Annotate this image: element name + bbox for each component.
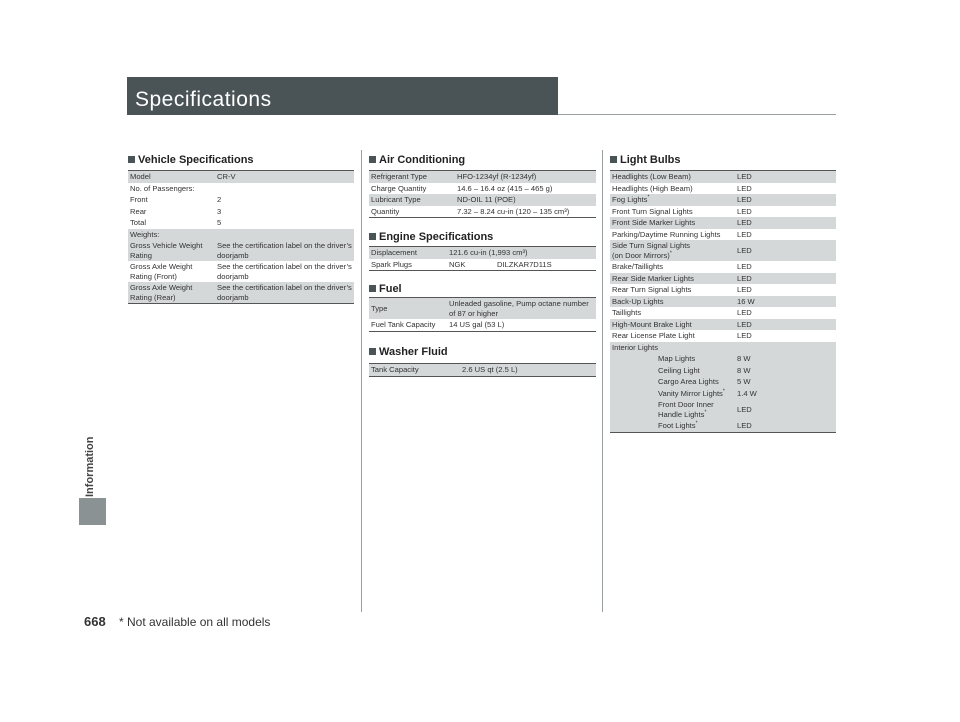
table-row: Back-Up Lights 16 W: [610, 296, 836, 308]
table-row: Charge Quantity 14.6 – 16.4 oz (415 – 465 g): [371, 183, 553, 193]
table-row: Spark Plugs NGK DILZKAR7D11S: [371, 259, 552, 269]
table-row: Rear Side Marker Lights LED: [610, 273, 836, 285]
table-row: Total 5: [130, 218, 222, 227]
table-row: Fog Lights* LED: [610, 194, 836, 206]
bullet-square-icon: [369, 348, 376, 355]
table-row: Quantity 7.32 – 8.24 cu-in (120 – 135 cm³): [371, 206, 570, 216]
table-row: Interior Lights: [610, 342, 836, 354]
table-row: Brake/Taillights LED: [612, 262, 752, 271]
table-row: Lubricant Type ND-OIL 11 (POE): [369, 194, 596, 206]
column-divider: [602, 150, 603, 612]
table-row: Rear 3: [130, 206, 222, 216]
table-row: Type Unleaded gasoline, Pump octane number of 87 or higher: [369, 298, 596, 320]
table-row: Weights:: [128, 229, 354, 241]
table-row: Tank Capacity 2.6 US qt (2.5 L): [369, 364, 596, 377]
table-row: Map Lights 8 W: [610, 353, 836, 365]
column-divider: [361, 150, 362, 612]
table-row: Foot Lights* LED: [610, 420, 836, 432]
table-row: Gross Axle Weight Rating (Rear) See the certification label on the driver’s doorjamb: [128, 282, 354, 304]
vehicle-specs-table: [128, 170, 354, 304]
footnote-marker: *: [669, 249, 672, 256]
footnote-marker: *: [704, 408, 707, 415]
table-row: Headlights (Low Beam) LED: [610, 171, 836, 183]
page-number: 668: [84, 614, 106, 629]
footnote-marker: *: [695, 420, 698, 427]
table-row: Vanity Mirror Lights* 1.4 W: [610, 388, 836, 400]
light-bulbs-heading: Light Bulbs: [610, 154, 681, 166]
bullet-square-icon: [369, 156, 376, 163]
bullet-square-icon: [369, 285, 376, 292]
table-row: Model CR-V: [128, 171, 354, 183]
table-row: Rear License Plate Light LED: [612, 331, 752, 340]
footnote-marker: *: [722, 387, 725, 394]
air-conditioning-heading: Air Conditioning: [369, 154, 465, 166]
vehicle-specs-heading: Vehicle Specifications: [128, 154, 254, 166]
table-row: Side Turn Signal Lights (on Door Mirrors)* LED: [610, 240, 836, 261]
washer-fluid-heading: Washer Fluid: [369, 346, 448, 358]
table-row: Displacement 121.6 cu-in (1,993 cm³): [369, 247, 596, 259]
fuel-heading: Fuel: [369, 283, 402, 295]
footnote-marker: *: [647, 194, 650, 201]
table-row: Fuel Tank Capacity 14 US gal (53 L): [371, 320, 505, 329]
washer-fluid-table: [369, 363, 596, 377]
footnote: * Not available on all models: [119, 615, 271, 629]
air-conditioning-table: [369, 170, 596, 218]
header-rule: [558, 114, 836, 115]
table-row: Cargo Area Lights 5 W: [610, 376, 836, 388]
table-row: Ceiling Light 8 W: [610, 365, 836, 377]
table-row: Taillights LED: [612, 308, 752, 317]
section-tab-label: Information: [84, 436, 96, 497]
table-row: Front Door Inner Handle Lights* LED: [610, 399, 836, 420]
light-bulbs-table: [610, 170, 836, 433]
table-row: Refrigerant Type HFO-1234yf (R-1234yf): [369, 171, 596, 183]
bullet-square-icon: [369, 233, 376, 240]
bullet-square-icon: [128, 156, 135, 163]
fuel-table: [369, 297, 596, 332]
bullet-square-icon: [610, 156, 617, 163]
table-row: Front Side Marker Lights LED: [610, 217, 836, 229]
table-row: Front Turn Signal Lights LED: [612, 206, 752, 216]
table-row: Gross Axle Weight Rating (Front) See the certification label on the driver’s doorjamb: [130, 262, 352, 281]
engine-specs-heading: Engine Specifications: [369, 231, 493, 243]
page-title: Specifications: [135, 88, 272, 111]
table-row: Headlights (High Beam) LED: [612, 183, 752, 193]
table-row: Parking/Daytime Running Lights LED: [612, 229, 752, 239]
engine-specs-table: [369, 246, 596, 271]
table-row: Gross Vehicle Weight Rating See the certification label on the driver’s doorjamb: [128, 240, 354, 261]
table-row: No. of Passengers:: [130, 183, 195, 193]
table-row: Rear Turn Signal Lights LED: [612, 285, 752, 294]
table-row: Front 2: [130, 195, 222, 204]
table-row: High-Mount Brake Light LED: [610, 319, 836, 331]
section-tab-marker: [79, 498, 106, 525]
